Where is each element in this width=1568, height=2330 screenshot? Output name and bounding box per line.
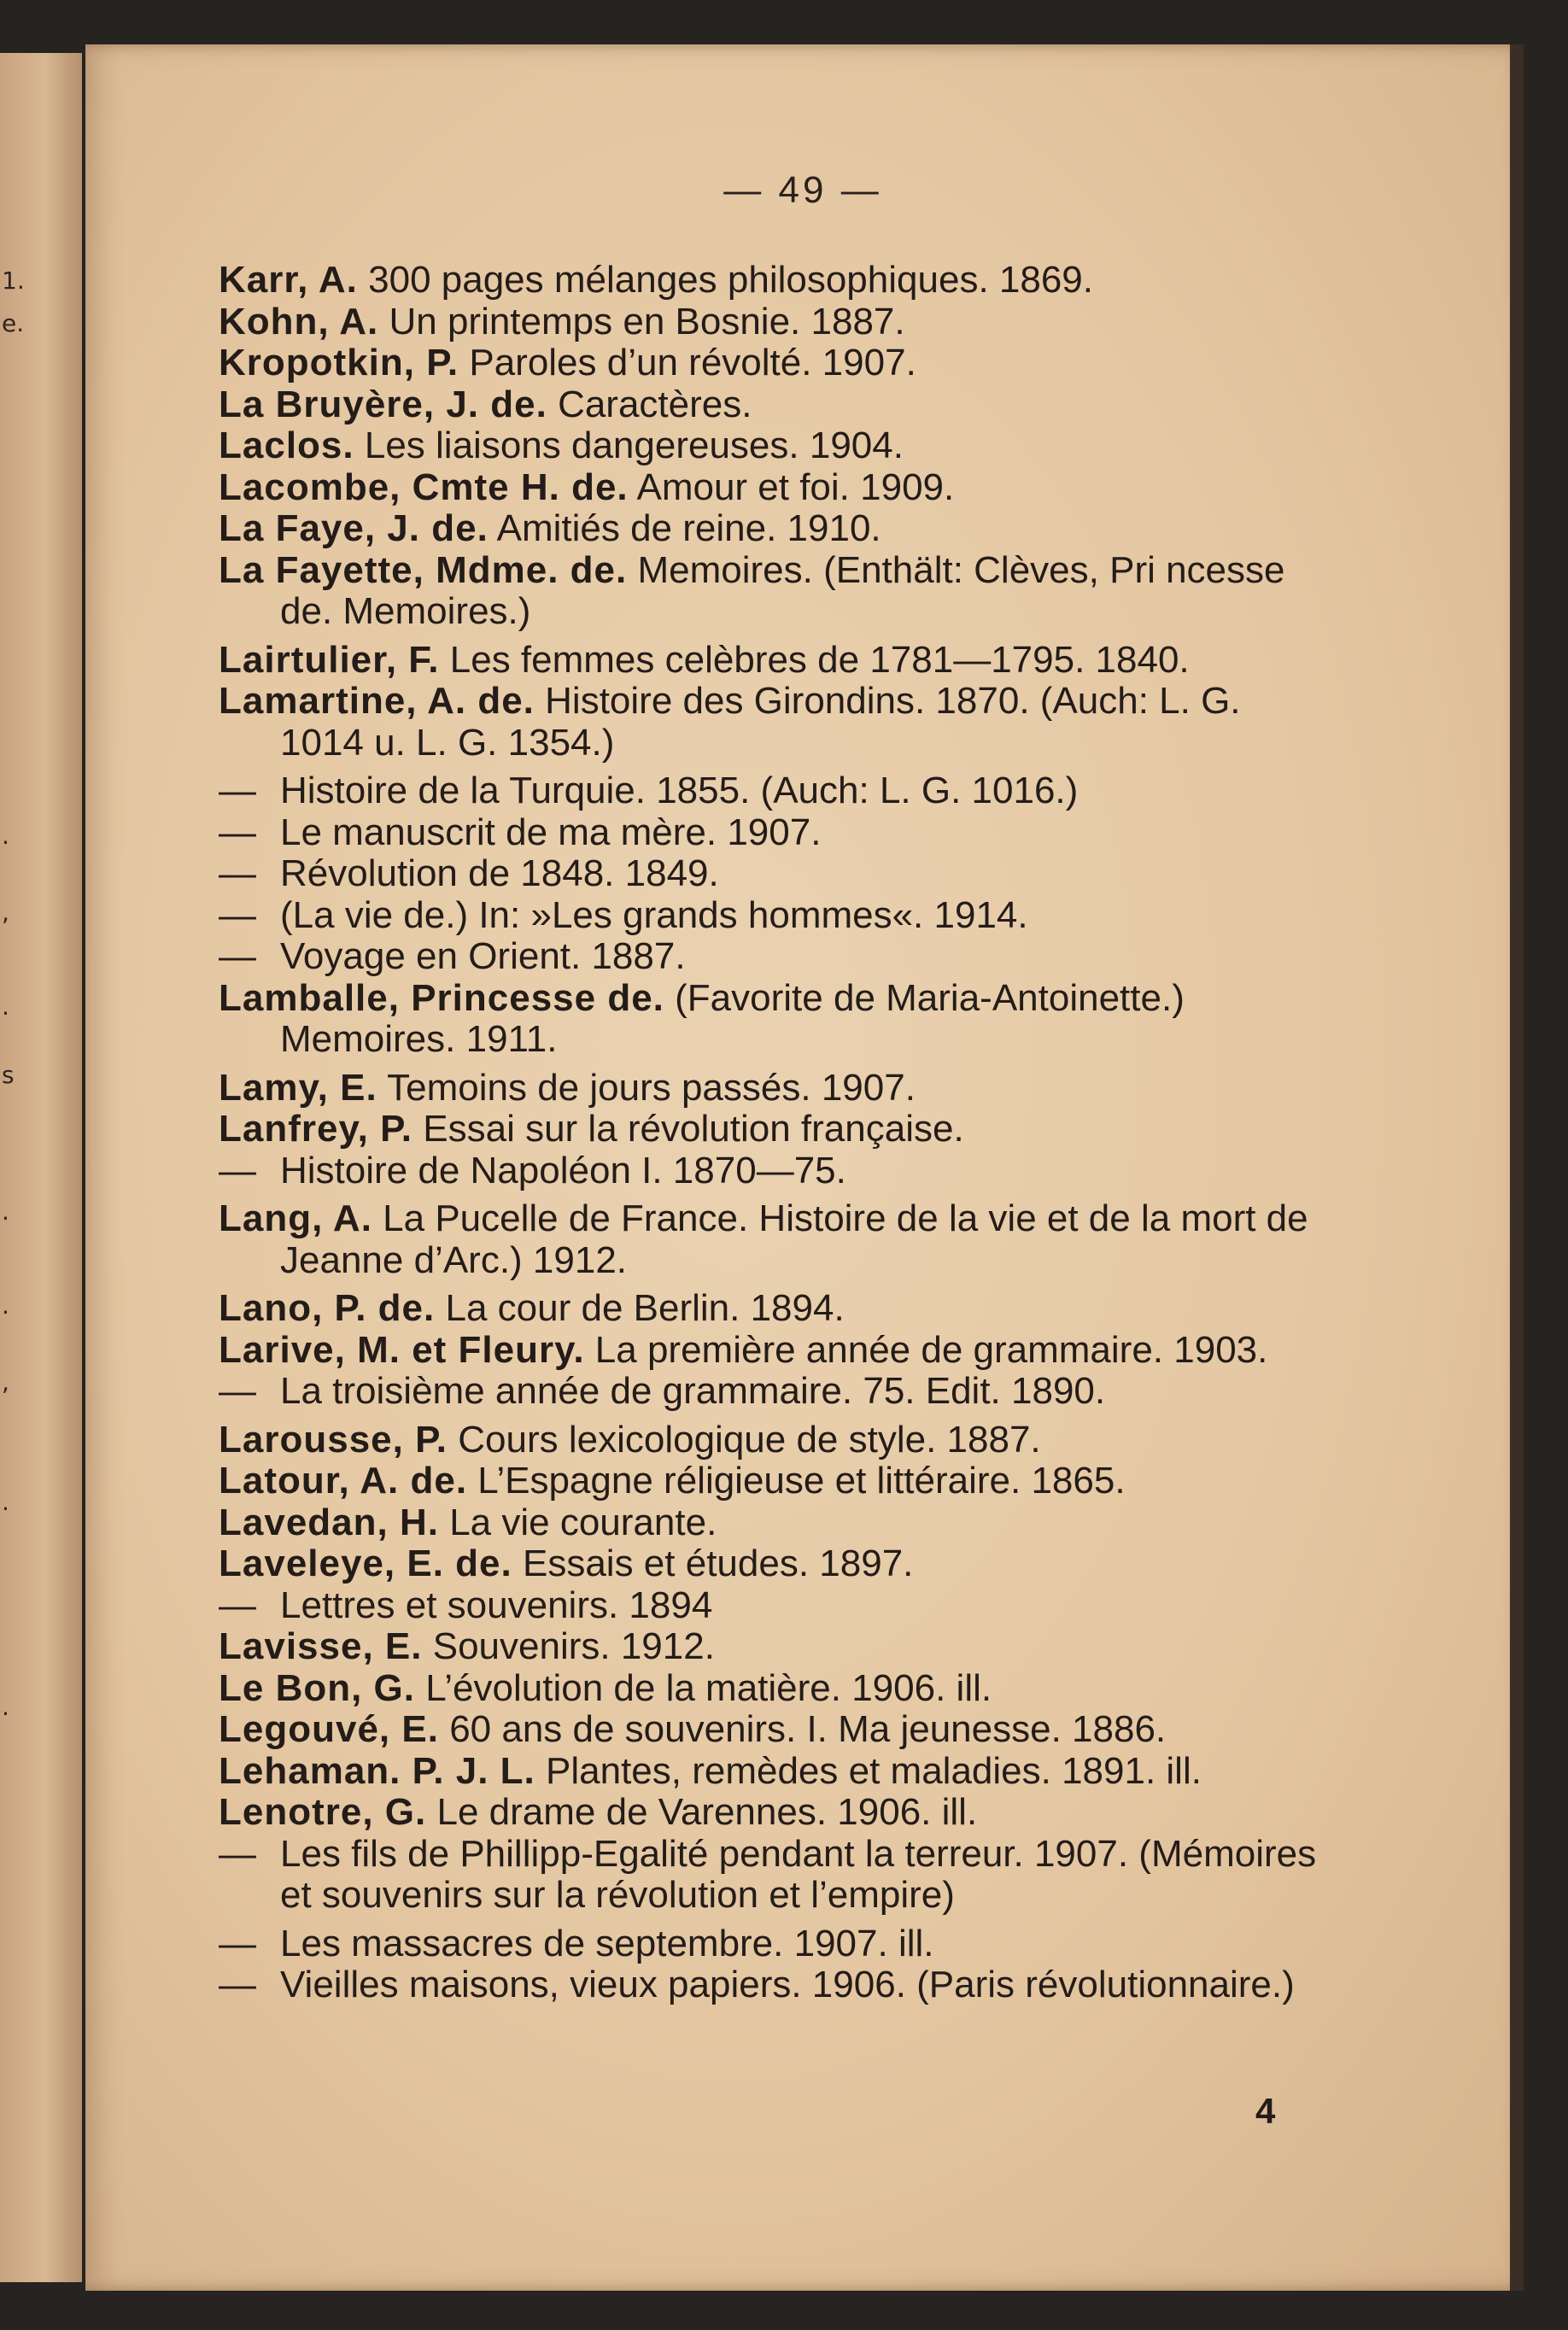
bibliography-entry (219, 550, 1329, 633)
bibliography-entry (219, 1502, 1329, 1544)
entry-title: Les liaisons dangereuses. 1904. (364, 424, 904, 466)
entry-ditto-dash: — (219, 1584, 256, 1626)
entry-title: La vie courante. (449, 1501, 717, 1543)
bibliography-entry (219, 770, 1329, 812)
bibliography-entry (219, 1543, 1329, 1585)
bibliography-entry (219, 1626, 1329, 1668)
entry-ditto-dash: — (219, 1922, 256, 1964)
bibliography-entry (219, 1923, 1329, 1965)
bibliography-entry (219, 1964, 1329, 2006)
bibliography-entry (219, 1834, 1329, 1917)
entry-title: Les massacres de septembre. 1907. ill. (280, 1922, 934, 1964)
page-number-header: — 49 — (723, 169, 882, 211)
entry-title: Temoins de jours passés. 1907. (387, 1066, 916, 1109)
entry-title: Les femmes celèbres de 1781—1795. 1840. (449, 638, 1190, 681)
entry-title: Le manuscrit de ma mère. 1907. (280, 811, 822, 853)
entry-author: Lacombe, Cmte H. de. (219, 465, 629, 508)
entry-author: Lamballe, Princesse de. (219, 976, 664, 1019)
bibliography-entry (219, 1461, 1329, 1502)
bibliography-entry (219, 1330, 1329, 1372)
entry-title: Le drame de Varennes. 1906. ill. (436, 1791, 978, 1833)
entry-author: Lang, A. (219, 1197, 372, 1239)
entry-title: Histoire de la Turquie. 1855. (Auch: L. G. 1016.) (280, 770, 1079, 811)
entry-author: Legouvé, E. (219, 1708, 439, 1750)
entry-title: 60 ans de souvenirs. I. Ma jeunesse. 1886. (449, 1708, 1167, 1750)
edge-glyph: . (2, 822, 9, 850)
entry-title: 300 pages mélanges philosophiques. 1869. (368, 259, 1093, 301)
entry-title: Cours lexicologique de style. 1887. (458, 1418, 1041, 1461)
entry-ditto-dash: — (219, 1149, 256, 1191)
entry-title: Plantes, remèdes et maladies. 1891. ill. (546, 1749, 1202, 1792)
entry-author: Lavisse, E. (219, 1625, 423, 1667)
entry-title: La première année de grammaire. 1903. (594, 1328, 1268, 1371)
bibliography-entry (219, 1109, 1329, 1150)
entry-title: (Favorite de Maria-Antoinette.) Memoires. 1911. (280, 976, 1185, 1060)
entry-ditto-dash: — (219, 1832, 256, 1875)
edge-glyph: . (2, 1488, 9, 1516)
left-page-edge (0, 53, 82, 2282)
entry-ditto-dash: — (219, 893, 256, 936)
entry-title: La troisième année de grammaire. 75. Edit. 1890. (280, 1370, 1106, 1412)
entry-author: Lairtulier, F. (219, 638, 440, 681)
entry-ditto-dash: — (219, 770, 256, 811)
entry-author: La Fayette, Mdme. de. (219, 548, 628, 591)
entry-author: Lanfrey, P. (219, 1108, 413, 1150)
entry-author: La Bruyère, J. de. (219, 383, 547, 425)
bibliography-entry (219, 936, 1329, 978)
entry-ditto-dash: — (219, 852, 256, 894)
entry-ditto-dash: — (219, 935, 256, 977)
entry-title: Amitiés de reine. 1910. (496, 507, 881, 549)
bibliography-entry (219, 853, 1329, 895)
entry-author: Kropotkin, P. (219, 342, 459, 383)
entry-author: Le Bon, G. (219, 1666, 415, 1709)
entry-title: L’évolution de la matière. 1906. ill. (425, 1666, 992, 1709)
entry-author: La Faye, J. de. (219, 507, 489, 549)
page-right-rim (1510, 44, 1524, 2291)
bibliography-entry (219, 342, 1329, 384)
bibliography-entry (219, 1420, 1329, 1461)
bibliography-entry (219, 384, 1329, 426)
bibliography-entry (219, 425, 1329, 467)
bibliography-entry (219, 467, 1329, 509)
bibliography-entry (219, 1751, 1329, 1793)
bibliography-entry (219, 895, 1329, 937)
bibliography-entry (219, 1585, 1329, 1627)
entry-title: Essai sur la révolution française. (423, 1108, 964, 1150)
bibliography-entry (219, 681, 1329, 764)
entry-title: La cour de Berlin. 1894. (445, 1287, 845, 1329)
entry-title: Les fils de Phillipp-Egalité pendant la terreur. 1907. (Mémoires et souvenirs sur la révolution et l’empire) (280, 1832, 1317, 1916)
entry-author: Lamy, E. (219, 1066, 377, 1109)
entry-title: Essais et études. 1897. (522, 1543, 914, 1584)
entry-title: Souvenirs. 1912. (432, 1625, 715, 1667)
entry-author: Latour, A. de. (219, 1460, 468, 1502)
entry-author: Kohn, A. (219, 300, 379, 342)
entry-ditto-dash: — (219, 1370, 256, 1412)
entry-title: Révolution de 1848. 1849. (280, 852, 719, 894)
bibliography-entry (219, 260, 1329, 301)
entry-author: Lamartine, A. de. (219, 680, 535, 722)
bibliography-entry (219, 640, 1329, 682)
edge-glyph: 1. (2, 266, 25, 295)
entry-author: Lehaman. P. J. L. (219, 1749, 535, 1792)
bibliography-entry (219, 1150, 1329, 1192)
bibliography-list (219, 260, 1329, 2006)
entry-title: La Pucelle de France. Histoire de la vie et de la mort de Jeanne d’Arc.) 1912. (280, 1197, 1308, 1281)
entry-author: Karr, A. (219, 259, 358, 301)
bibliography-entry (219, 812, 1329, 854)
bibliography-entry (219, 1668, 1329, 1710)
entry-author: Laclos. (219, 424, 354, 466)
edge-glyph: . (2, 992, 9, 1021)
bibliography-entry (219, 1709, 1329, 1751)
signature-mark: 4 (1255, 2091, 1276, 2131)
edge-glyph: e. (2, 309, 25, 337)
bibliography-entry (219, 1371, 1329, 1413)
entry-title: Histoire de Napoléon I. 1870—75. (280, 1149, 846, 1191)
entry-author: Larive, M. et Fleury. (219, 1328, 585, 1371)
edge-glyph: , (2, 1368, 9, 1396)
entry-title: Memoires. (Enthält: Clèves, Pri ncesse de. Memoires.) (280, 548, 1285, 632)
entry-author: Lavedan, H. (219, 1501, 439, 1543)
bibliography-entry (219, 1068, 1329, 1109)
bibliography-entry (219, 508, 1329, 550)
entry-title: Vieilles maisons, vieux papiers. 1906. (Paris révolutionnaire.) (280, 1964, 1295, 2005)
entry-title: Amour et foi. 1909. (636, 465, 955, 508)
entry-title: Paroles d’un révolté. 1907. (469, 342, 916, 383)
bibliography-entry (219, 1198, 1329, 1281)
entry-ditto-dash: — (219, 811, 256, 853)
entry-title: Voyage en Orient. 1887. (280, 935, 686, 977)
entry-title: (La vie de.) In: »Les grands hommes«. 1914. (280, 893, 1028, 936)
edge-glyph: . (2, 1197, 9, 1226)
edge-glyph: , (2, 899, 9, 927)
entry-author: Lenotre, G. (219, 1791, 427, 1833)
entry-author: Lano, P. de. (219, 1287, 436, 1329)
entry-title: L’Espagne réligieuse et littéraire. 1865. (477, 1460, 1126, 1502)
entry-title: Lettres et souvenirs. 1894 (280, 1584, 713, 1626)
edge-glyph: . (2, 1291, 9, 1320)
bibliography-entry (219, 1792, 1329, 1834)
entry-author: Larousse, P. (219, 1418, 448, 1461)
bibliography-entry (219, 1288, 1329, 1330)
bibliography-entry (219, 301, 1329, 343)
entry-ditto-dash: — (219, 1964, 256, 2005)
bibliography-entry (219, 978, 1329, 1061)
entry-title: Caractères. (558, 383, 752, 425)
entry-title: Histoire des Girondins. 1870. (Auch: L. G. 1014 u. L. G. 1354.) (280, 680, 1241, 764)
entry-author: Laveleye, E. de. (219, 1543, 512, 1584)
entry-title: Un printemps en Bosnie. 1887. (389, 300, 905, 342)
edge-glyph: . (2, 1693, 9, 1721)
edge-glyph: s (2, 1061, 15, 1089)
